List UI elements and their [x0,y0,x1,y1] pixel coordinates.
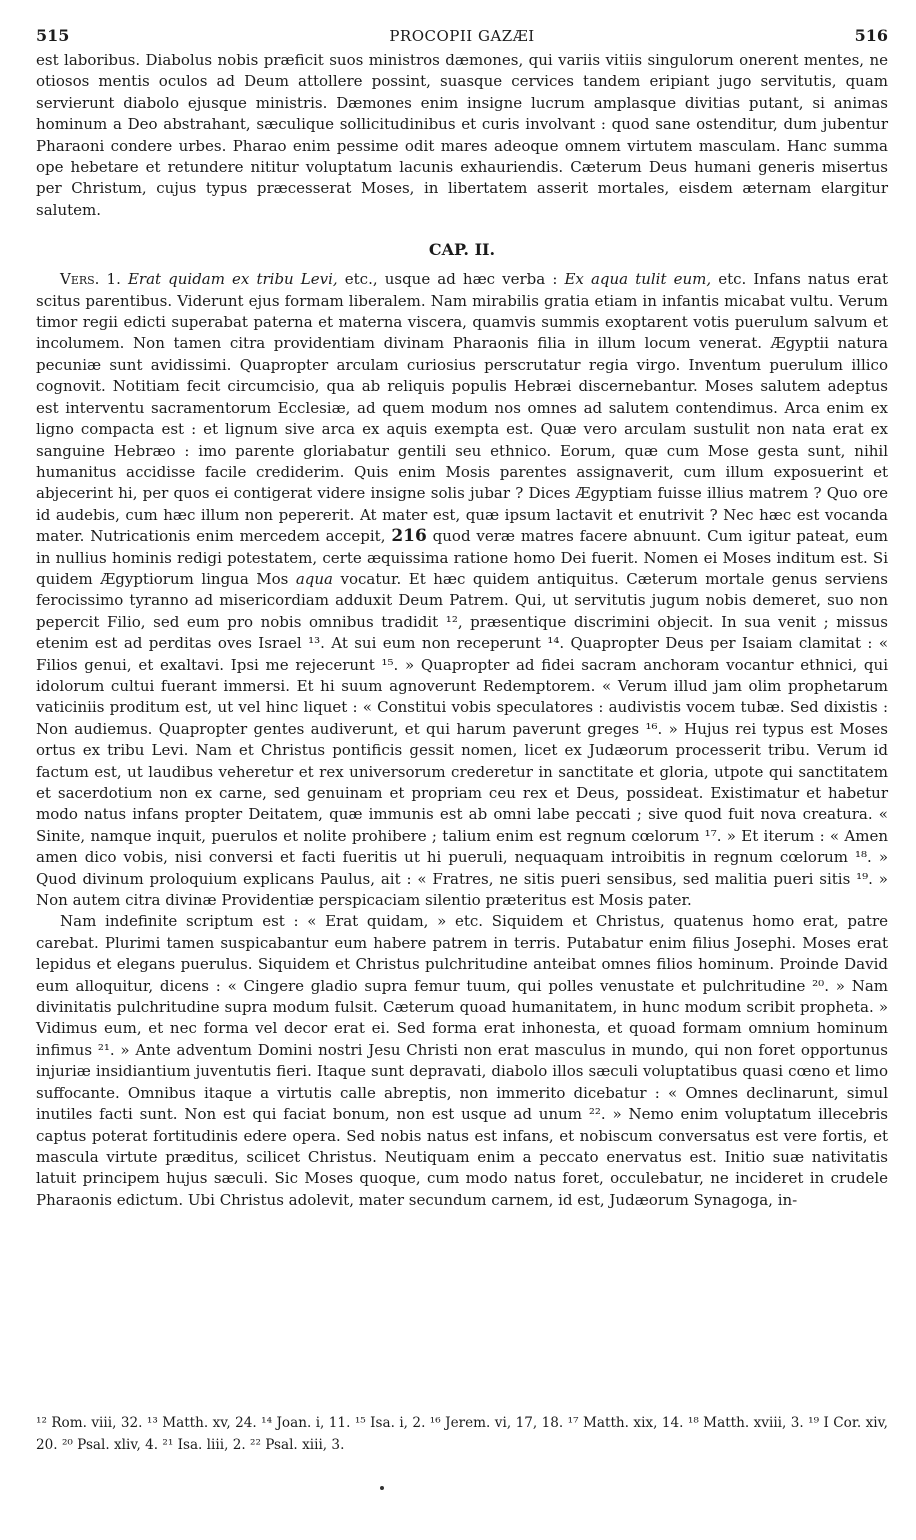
commentary-paragraph: Nam indefinite scriptum est : « Erat quidam, » etc. Siquidem et Christus, quatenus homo erat, patre carebat. Plurimi tamen suspicabantur eum habere patrem in terris. Putabatur enim filius Josephi. Moses erat lepidus et elegans puerulus. Siquidem et Christus pulchritudine anteibat omnes filios hominum. Proinde David eum alloquitur, dicens : « Cingere gladio supra femur tuum, qui polles venustate et pulchritudine ²⁰. » Nam divinitatis pulchritudine supra modum fulsit. Cæterum quoad humanitatem, in hunc modum scribit propheta. » Vidimus eum, et nec forma vel decor erat ei. Sed forma erat inhonesta, et quoad formam omnium hominum infimus ²¹. » Ante adventum Domini nostri Jesu Christi non erat masculus in mundo, qui non foret opportunus injuriæ insidiantium juventutis fieri. Itaque sunt depravati, diabolo illos sæculi voluptatibus quasi cœno et limo suffocante. Omnibus itaque a virtutis calle abreptis, non immerito dicebatur : « Omnes declinarunt, simul inutiles facti sunt. Non est qui faciat bonum, non est usque ad unum ²². » Nemo enim voluptatum illecebris captus poterat fortitudinis edere opera. Sed nobis natus est infans, et nobiscum conversatus est vere fortis, et mascula virtute præditus, scilicet Christus. Neutiquam enim a peccato enervatus est. Initio suæ nativitatis latuit principem hujus sæculi. Sic Moses quoque, cum modo natus foret, occulebatur, ne incideret in crudele Pharaonis edictum. Ubi Christus adolevit, mater secundum carnem, id est, Judæorum Synagoga, in- [36,912,888,1209]
chapter-heading: CAP. II. [428,240,496,260]
footnotes: ¹² Rom. viii, 32. ¹³ Matth. xv, 24. ¹⁴ Joan. i, 11. ¹⁵ Isa. i, 2. ¹⁶ Jerem. vi, 17, 18. ¹⁷ Matth. xix, 14. ¹⁸ Matth. xviii, 3. ¹⁹ I Cor. xiv, 20. ²⁰ Psal. xliv, 4. ²¹ Isa. liii, 2. ²² Psal. xiii, 3. [36,1415,888,1453]
ink-dot [380,1486,384,1490]
verse-quote-b: Ex aqua tulit eum, [564,270,712,289]
verse-text-c: quod veræ matres facere abnuunt. Cum igitur pateat, eum in nullius hominis redigi potestatem, certe æquissima ratione homo Dei fuerit. Nomen ei Moses inditum est. Si quidem Ægyptiorum lingua Mos [36,527,888,588]
running-head [36,26,888,50]
verse-quote-c: aqua [295,569,333,588]
page-marker: 216 [391,526,427,547]
intro-paragraph: est laboribus. Diabolus nobis præficit suos ministros dæmones, qui variis vitiis singulorum onerent mentes, ne otiosos mentis oculos ad Deum attollere possint, suasque cervices tandem eripiant jugo servitutis, quam servierunt diabolo ejusque ministris. Dæmones enim insigne lucrum amplasque divitias putant, si animas hominum a Deo abstrahant, sæculique sollicitudinibus et curis involvant : quod sane ostenditur, dum jubentur Pharaoni condere urbes. Pharao enim pessime odit mares adeoque omnem virtutem masculam. Hanc summa ope hebetare et retundere nititur voluptatum lacunis exhauriendis. Cæterum Deus humani generis misertus per Christum, cujus typus præcesserat Moses, in libertatem asserit mortales, eisdem æternam elargitur salutem. [36,51,888,219]
page [36,26,888,1211]
verse-paragraph [36,269,888,911]
page-number-left: 515 [36,26,70,45]
verse-text-b: etc. Infans natus erat scitus parentibus. Viderunt ejus formam liberalem. Nam mirabilis gratia etiam in infantis micabat vultu. Verum timor regii edicti superabat paterna et materna viscera, quamvis summis exoptarent votis puerulum salvum et incolumem. Non tamen citra providentiam divinam Pharaonis filia in illum locum venerat. Ægyptii natura pecuniæ sunt avidissimi. Quapropter arculam curiosius perscrutatur regia virgo. Inventum puerulum illico cognovit. Notitiam fecit circumcisio, qua ab reliquis populis Hebræi discernebantur. Moses salutem adeptus est interventu sacramentorum Ecclesiæ, ad quem modum nos omnes ad salutem contendimus. Arca enim ex ligno compacta est : et lignum sive arca ex aquis exempta est. Quæ vero arculam sustulit non nata erat ex sanguine Hebræo : imo parente gloriabatur gentili seu ethnico. Eorum, quæ cum Mose gesta sunt, nihil humanitus accidisse facile crediderim. Quis enim Mosis parentes assignaverit, cum illum exposuerint et abjecerint hi, per quos ei contigerat videre insigne solis jubar ? Dices Ægyptiam fuisse illius matrem ? Quo ore id audebis, cum hæc illum non pepererit. At mater est, quæ ipsum lactavit et enutrivit ? Nec hæc est vocanda mater. Nutricationis enim mercedem accepit, [36,270,888,546]
verse-label: Vers. 1. [60,270,121,289]
page-number-right: 516 [854,26,888,45]
running-title: PROCOPII GAZÆI [389,27,535,45]
verse-text-d: vocatur. Et hæc quidem antiquitus. Cæterum mortale genus serviens ferocissimo tyranno ad misericordiam adduxit Deum Patrem. Qui, ut servitutis jugum nobis demeret, suo non pepercit Filio, sed eum pro nobis omnibus tradidit ¹², præsentique discrimini objecit. In sua venit ; missus etenim est ad perditas oves Israel ¹³. At sui eum non receperunt ¹⁴. Quapropter Deus per Isaiam clamitat : « Filios genui, et exaltavi. Ipsi me rejecerunt ¹⁵. » Quapropter ad fidei sacram anchoram vocantur ethnici, qui idolorum cultui fuerant immersi. Et hi suum agnoverunt Redemptorem. « Verum illud jam olim prophetarum vaticiniis proditum est, ut vel hinc liquet : « Constitui vobis speculatores : audivistis vocem tubæ. Sed dixistis : Non audiemus. Quapropter gentes audiverunt, et qui harum paverunt greges ¹⁶. » Hujus rei typus est Moses ortus ex tribu Levi. Nam et Christus pontificis gessit nomen, licet ex Judæorum processerit tribu. Verum id factum est, ut laudibus veheretur et rex universorum crederetur in sanctitate et gloria, utpote qui sanctitatem et sacerdotium non ex carne, sed genuinam et propriam ceu rex et Deus, possideat. Existimatur et habetur modo natus infans propter Deitatem, quæ immunis est ab omni labe peccati ; sive quod fuit nova creatura. « Sinite, namque inquit, puerulos et nolite prohibere ; talium enim est regnum cœlorum ¹⁷. » Et iterum : « Amen amen dico vobis, nisi conversi et facti fueritis ut hi pueruli, nequaquam introibitis in regnum cœlorum ¹⁸. » Quod divinum proloquium explicans Paulus, ait : « Fratres, ne sitis pueri sensibus, sed malitia pueri sitis ¹⁹. » Non autem citra divinæ Providentiæ perspicaciam silentio præteritus est Mosis pater. [36,569,888,910]
verse-quote: Erat quidam ex tribu Levi, [127,270,338,289]
verse-text-a: etc., usque ad hæc verba : [344,270,558,289]
